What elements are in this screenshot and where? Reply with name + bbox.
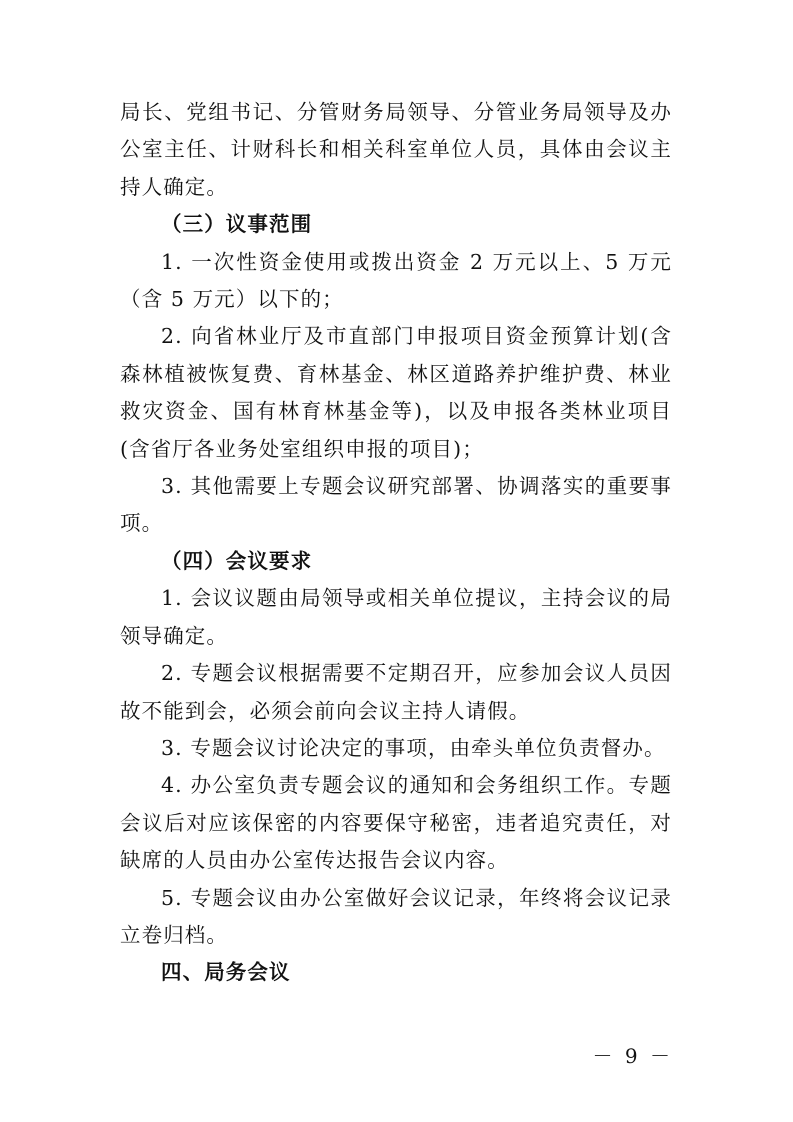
- section-heading-bureau-meeting: 四、局务会议: [161, 960, 291, 985]
- subheading-requirements: （四）会议要求: [161, 548, 313, 573]
- requirement-item-5: 5. 专题会议由办公室做好会议记录，年终将会议记录立卷归档。: [120, 885, 672, 947]
- scope-item-3: 3. 其他需要上专题会议研究部署、协调落实的重要事项。: [120, 474, 672, 536]
- requirement-item-2: 2. 专题会议根据需要不定期召开，应参加会议人员因故不能到会，必须会前向会议主持人请假。: [120, 661, 672, 723]
- requirement-item-3: 3. 专题会议讨论决定的事项，由牵头单位负责督办。: [161, 735, 666, 760]
- scope-item-1: 1. 一次性资金使用或拨出资金 2 万元以上、5 万元（含 5 万元）以下的；: [120, 249, 672, 312]
- document-body: [120, 94, 672, 992]
- subheading-scope: （三）议事范围: [161, 212, 313, 237]
- paragraph-attendees: 局长、党组书记、分管财务局领导、分管业务局领导及办公室主任、计财科长和相关科室单位人员，具体由会议主持人确定。: [120, 100, 672, 199]
- requirement-item-4: 4. 办公室负责专题会议的通知和会务组织工作。专题会议后对应该保密的内容要保守秘密，违者追究责任，对缺席的人员由办公室传达报告会议内容。: [120, 773, 672, 873]
- scope-item-2: 2. 向省林业厅及市直部门申报项目资金预算计划(含森林植被恢复费、育林基金、林区道路养护维护费、林业救灾资金、国有林育林基金等)，以及申报各类林业项目(含省厅各业务处室组织申报的项目)；: [120, 324, 672, 461]
- page-number: － 9 －: [592, 1044, 673, 1068]
- requirement-item-1: 1. 会议议题由局领导或相关单位提议，主持会议的局领导确定。: [120, 586, 672, 648]
